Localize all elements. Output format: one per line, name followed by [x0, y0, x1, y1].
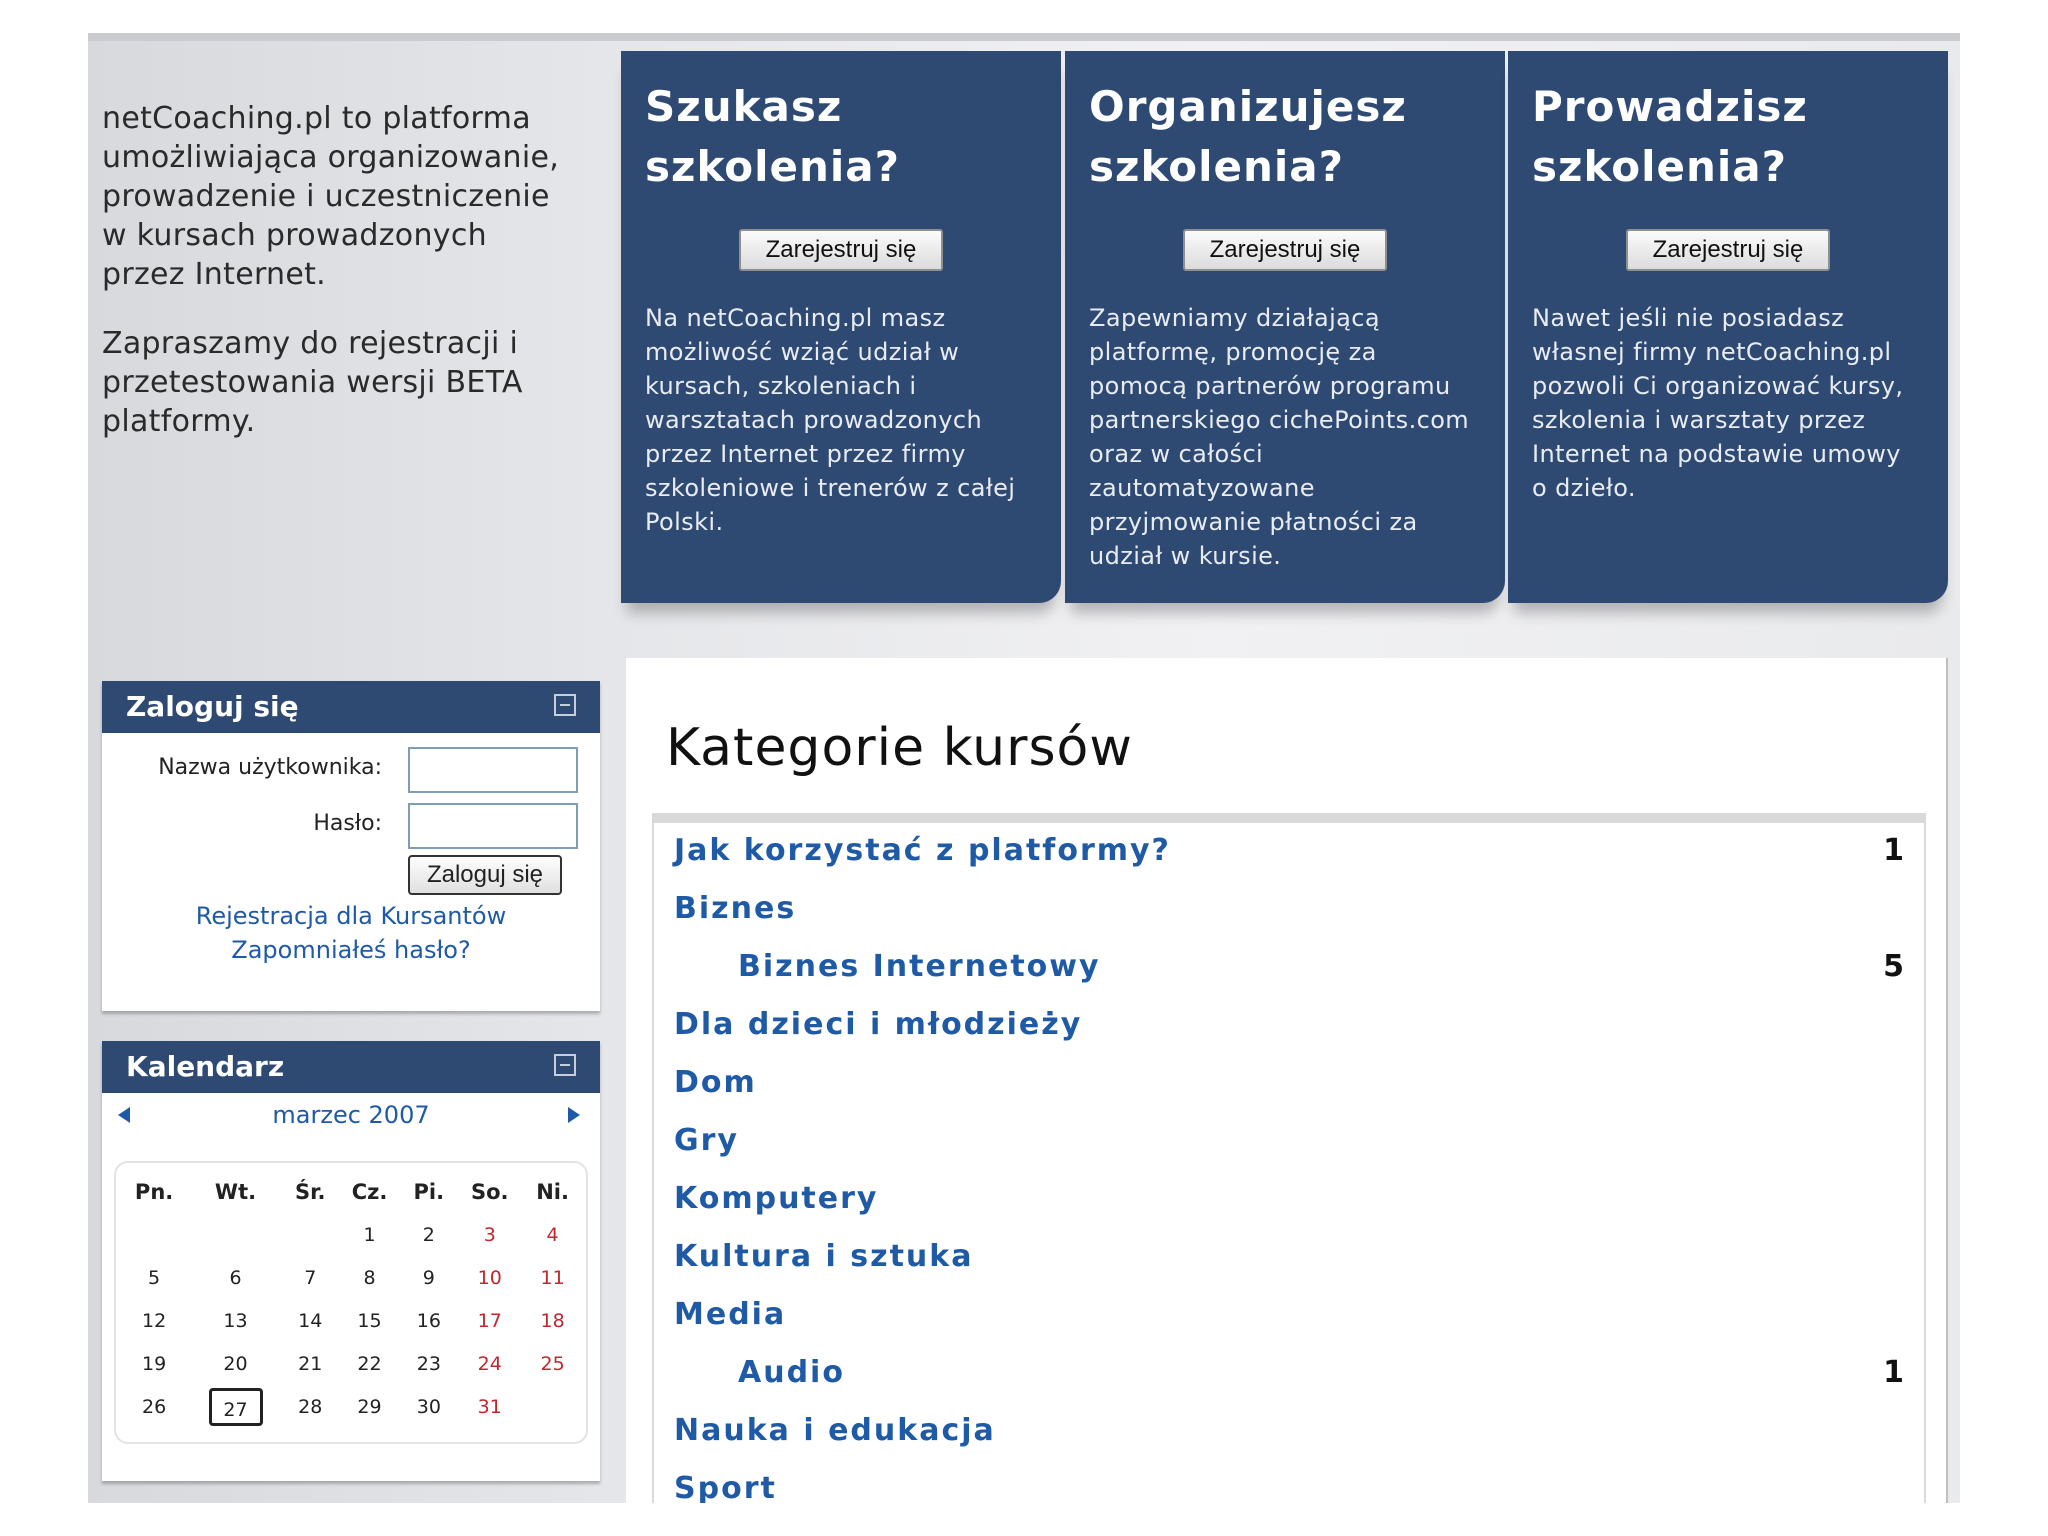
calendar-week-row: [120, 1342, 582, 1385]
calendar-day: 6: [229, 1266, 242, 1289]
category-link[interactable]: Dom: [674, 1065, 757, 1100]
category-link[interactable]: Gry: [674, 1123, 739, 1158]
promo-panel-seeking: [621, 51, 1061, 603]
calendar-block-title: Kalendarz: [126, 1050, 285, 1083]
calendar-day: 28: [298, 1395, 323, 1418]
calendar-day: 12: [141, 1309, 167, 1332]
category-row: [654, 1287, 1924, 1345]
calendar-day: 24: [477, 1352, 502, 1375]
category-link[interactable]: Media: [674, 1297, 787, 1332]
weekday-label: Wt.: [214, 1180, 257, 1204]
register-link[interactable]: Rejestracja dla Kursantów: [195, 902, 507, 930]
collapse-icon[interactable]: [554, 1054, 576, 1076]
calendar-day: 17: [477, 1309, 502, 1332]
password-input[interactable]: [408, 803, 578, 849]
page-title: Kategorie kursów: [666, 718, 1133, 778]
category-course-count: 1: [1883, 1355, 1904, 1390]
weekday-label: Ni.: [536, 1180, 569, 1204]
register-button[interactable]: Zarejestruj się: [1183, 229, 1387, 271]
calendar-day: 25: [540, 1352, 565, 1375]
login-block-title: Zaloguj się: [126, 690, 299, 723]
category-list: [652, 813, 1926, 1503]
promo-panel-teaching: [1508, 51, 1948, 603]
calendar-day: [188, 1213, 283, 1256]
category-link[interactable]: Sport: [674, 1471, 777, 1503]
login-submit-row: [102, 853, 600, 899]
calendar-day: 8: [363, 1266, 376, 1289]
calendar-day: 31: [477, 1395, 502, 1418]
category-row: [654, 1171, 1924, 1229]
calendar-block: [102, 1041, 600, 1481]
calendar-day: 22: [357, 1352, 382, 1375]
forgot-password-link[interactable]: Zapomniałeś hasło?: [231, 936, 471, 964]
calendar-day: 21: [298, 1352, 323, 1375]
password-row: [102, 797, 600, 853]
calendar-day: 5: [148, 1266, 161, 1289]
calendar-day: 14: [298, 1309, 323, 1332]
subcategory-link[interactable]: Audio: [738, 1355, 845, 1390]
next-month-icon[interactable]: [568, 1107, 580, 1123]
main-content: [626, 658, 1948, 1503]
promo-description: Zapewniamy działającą platformę, promocję za pomocą partnerów programu partnerskiego cichePoints.com oraz w całości zautomatyzowane przyjmowanie płatności za udział w kursie.: [1089, 304, 1470, 570]
page-frame: [88, 33, 1960, 1503]
login-block: [102, 681, 600, 1011]
calendar-day: 18: [540, 1309, 565, 1332]
calendar-day: [283, 1213, 338, 1256]
intro-text: [102, 99, 572, 471]
username-input[interactable]: [408, 747, 578, 793]
calendar-week-row: [120, 1299, 582, 1342]
calendar-block-header: [102, 1041, 600, 1093]
calendar-day: 10: [477, 1266, 502, 1289]
subcategory-link[interactable]: Biznes Internetowy: [738, 949, 1101, 984]
calendar-day: 13: [223, 1309, 248, 1332]
category-row: [654, 1113, 1924, 1171]
intro-paragraph-1: netCoaching.pl to platforma umożliwiająca organizowanie, prowadzenie i uczestniczenie w kursach prowadzonych przez Internet.: [102, 101, 560, 292]
calendar-day: 16: [416, 1309, 441, 1332]
promo-title: Szukasz szkolenia?: [645, 82, 900, 191]
register-button[interactable]: Zarejestruj się: [739, 229, 943, 271]
calendar-nav: [102, 1093, 600, 1143]
category-link[interactable]: Dla dzieci i młodzieży: [674, 1007, 1083, 1042]
category-row: [654, 823, 1924, 881]
category-row: [654, 1403, 1924, 1461]
category-link[interactable]: Biznes: [674, 891, 797, 926]
login-block-header: [102, 681, 600, 733]
category-link[interactable]: Jak korzystać z platformy?: [674, 833, 1171, 868]
category-row: [654, 881, 1924, 939]
calendar-week-row: [120, 1385, 582, 1428]
calendar-day: 29: [357, 1395, 382, 1418]
category-row: [654, 1229, 1924, 1287]
top-border: [88, 33, 1960, 41]
category-course-count: 1: [1883, 833, 1904, 868]
weekday-label: Śr.: [295, 1180, 326, 1204]
calendar-week-row: [120, 1256, 582, 1299]
promo-description: Na netCoaching.pl masz możliwość wziąć udział w kursach, szkoleniach i warsztatach prowadzonych przez Internet przez firmy szkoleniowe i trenerów z całej Polski.: [645, 304, 1016, 536]
calendar-day: [120, 1213, 188, 1256]
calendar-days: [120, 1213, 582, 1428]
category-link[interactable]: Kultura i sztuka: [674, 1239, 974, 1274]
weekday-label: Pi.: [413, 1180, 445, 1204]
password-label: Hasło:: [313, 811, 382, 836]
category-course-count: 5: [1883, 949, 1904, 984]
calendar-day: 7: [304, 1266, 317, 1289]
login-submit-button[interactable]: Zaloguj się: [408, 855, 562, 895]
calendar-table: [120, 1171, 582, 1428]
weekday-label: So.: [471, 1180, 509, 1204]
promo-description: Nawet jeśli nie posiadasz własnej firmy netCoaching.pl pozwoli Ci organizować kursy, szkolenia i warsztaty przez Internet na podstawie umowy o dzieło.: [1532, 304, 1904, 502]
promo-title: Prowadzisz szkolenia?: [1532, 82, 1808, 191]
weekday-label: Pn.: [134, 1180, 174, 1204]
promo-title: Organizujesz szkolenia?: [1089, 82, 1407, 191]
category-link[interactable]: Nauka i edukacja: [674, 1413, 996, 1448]
calendar-day: 19: [141, 1352, 167, 1375]
category-row: [654, 939, 1924, 997]
category-link[interactable]: Komputery: [674, 1181, 879, 1216]
calendar-day: [523, 1385, 582, 1428]
calendar-grid: [114, 1161, 588, 1444]
category-row: [654, 1055, 1924, 1113]
category-row: [654, 997, 1924, 1055]
username-row: [102, 741, 600, 797]
calendar-day: 30: [416, 1395, 441, 1418]
calendar-day: 20: [223, 1352, 248, 1375]
calendar-day: [188, 1385, 283, 1428]
category-row: [654, 1461, 1924, 1503]
intro-paragraph-2: Zapraszamy do rejestracji i przetestowania wersji BETA platformy.: [102, 326, 523, 439]
register-button[interactable]: Zarejestruj się: [1626, 229, 1830, 271]
calendar-day: 1: [363, 1223, 376, 1246]
collapse-icon[interactable]: [554, 694, 576, 716]
promo-panel-organizing: [1065, 51, 1505, 603]
calendar-day: 26: [141, 1395, 167, 1418]
category-row: [654, 1345, 1924, 1403]
calendar-day: 3: [483, 1223, 496, 1246]
calendar-day: 4: [546, 1223, 559, 1246]
calendar-day: 9: [422, 1266, 435, 1289]
weekday-label: Cz.: [351, 1180, 388, 1204]
calendar-day: 23: [416, 1352, 441, 1375]
calendar-today-marker: 27: [209, 1388, 263, 1426]
username-label: Nazwa użytkownika:: [158, 755, 382, 780]
calendar-day: 2: [422, 1223, 435, 1246]
calendar-day: 15: [357, 1309, 382, 1332]
calendar-day: 11: [540, 1266, 565, 1289]
weekday-row: [120, 1171, 582, 1213]
calendar-week-row: [120, 1213, 582, 1256]
calendar-month-link[interactable]: marzec 2007: [272, 1101, 430, 1129]
